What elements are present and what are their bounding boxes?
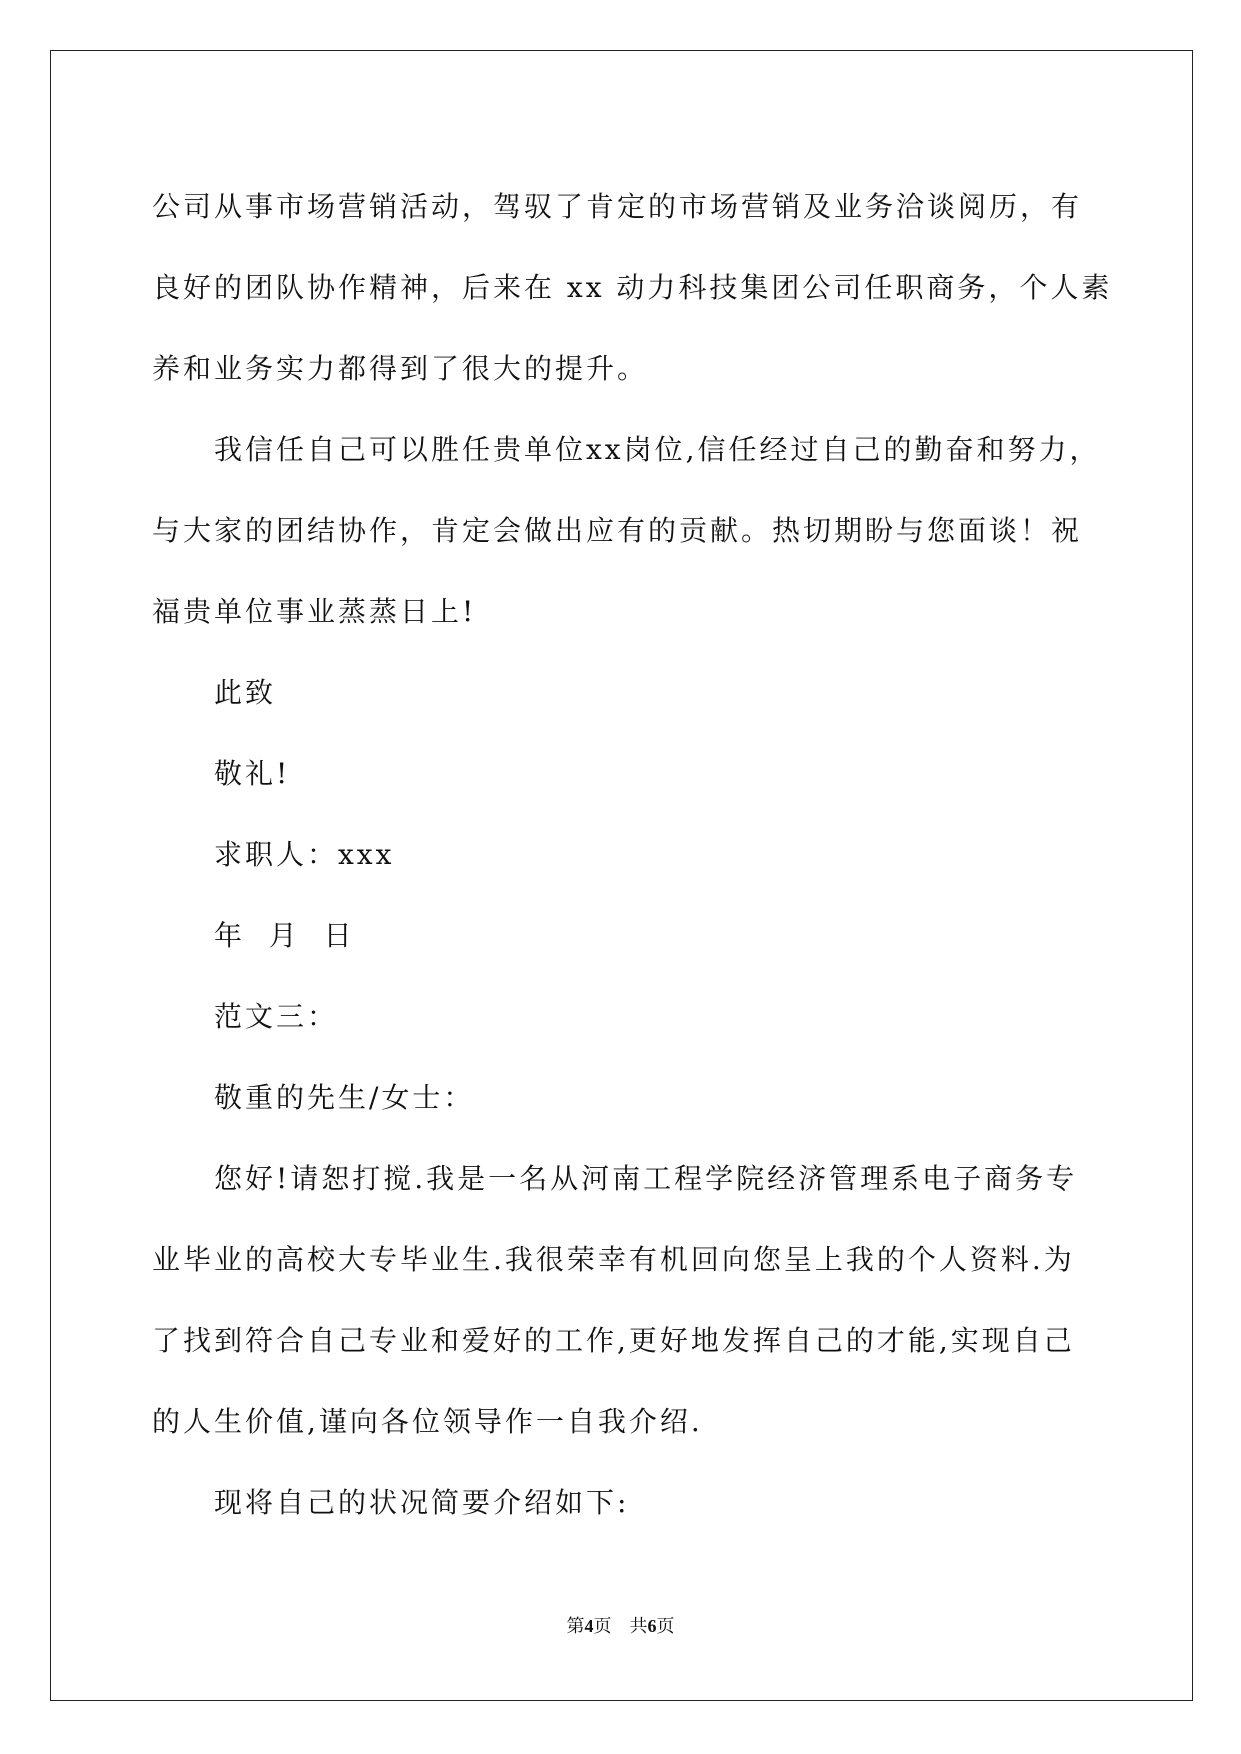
text-line: 我信任自己可以胜任贵单位xx岗位,信任经过自己的勤奋和努力，: [214, 433, 1101, 466]
closing-salute: 敬礼!: [214, 757, 291, 790]
text-line: 的人生价值,谨向各位领导作一自我介绍.: [152, 1405, 703, 1438]
footer-mid: 页 共: [593, 1616, 648, 1637]
footer-page-number: 4: [584, 1616, 594, 1636]
section-heading: 范文三：: [214, 1000, 339, 1033]
text-line: 您好!请恕打搅.我是一名从河南工程学院经济管理系电子商务专: [214, 1162, 1078, 1195]
text-line: 业毕业的高校大专毕业生.我很荣幸有机回向您呈上我的个人资料.为: [152, 1243, 1075, 1276]
text-line: 福贵单位事业蒸蒸日上!: [152, 595, 477, 628]
closing-greeting: 此致: [214, 676, 277, 709]
salutation: 敬重的先生/女士：: [214, 1081, 475, 1114]
date-line: 年 月 日: [214, 919, 355, 952]
footer-prefix: 第: [566, 1616, 585, 1637]
text-line: 现将自己的状况简要介绍如下:: [214, 1486, 630, 1519]
text-line: 良好的团队协作精神，后来在 xx 动力科技集团公司任职商务，个人素: [152, 271, 1113, 304]
text-line: 公司从事市场营销活动，驾驭了肯定的市场营销及业务洽谈阅历，有: [152, 190, 1083, 223]
footer-suffix: 页: [656, 1616, 675, 1637]
page-footer: [0, 1612, 1241, 1638]
applicant-name: 求职人：xxx: [214, 838, 395, 871]
text-line: 了找到符合自己专业和爱好的工作,更好地发挥自己的才能,实现自己: [152, 1324, 1075, 1357]
text-line: 养和业务实力都得到了很大的提升。: [152, 352, 649, 385]
document-body: [152, 166, 1113, 1543]
footer-total-pages: 6: [647, 1616, 657, 1636]
text-line: 与大家的团结协作，肯定会做出应有的贡献。热切期盼与您面谈！祝: [152, 514, 1083, 547]
